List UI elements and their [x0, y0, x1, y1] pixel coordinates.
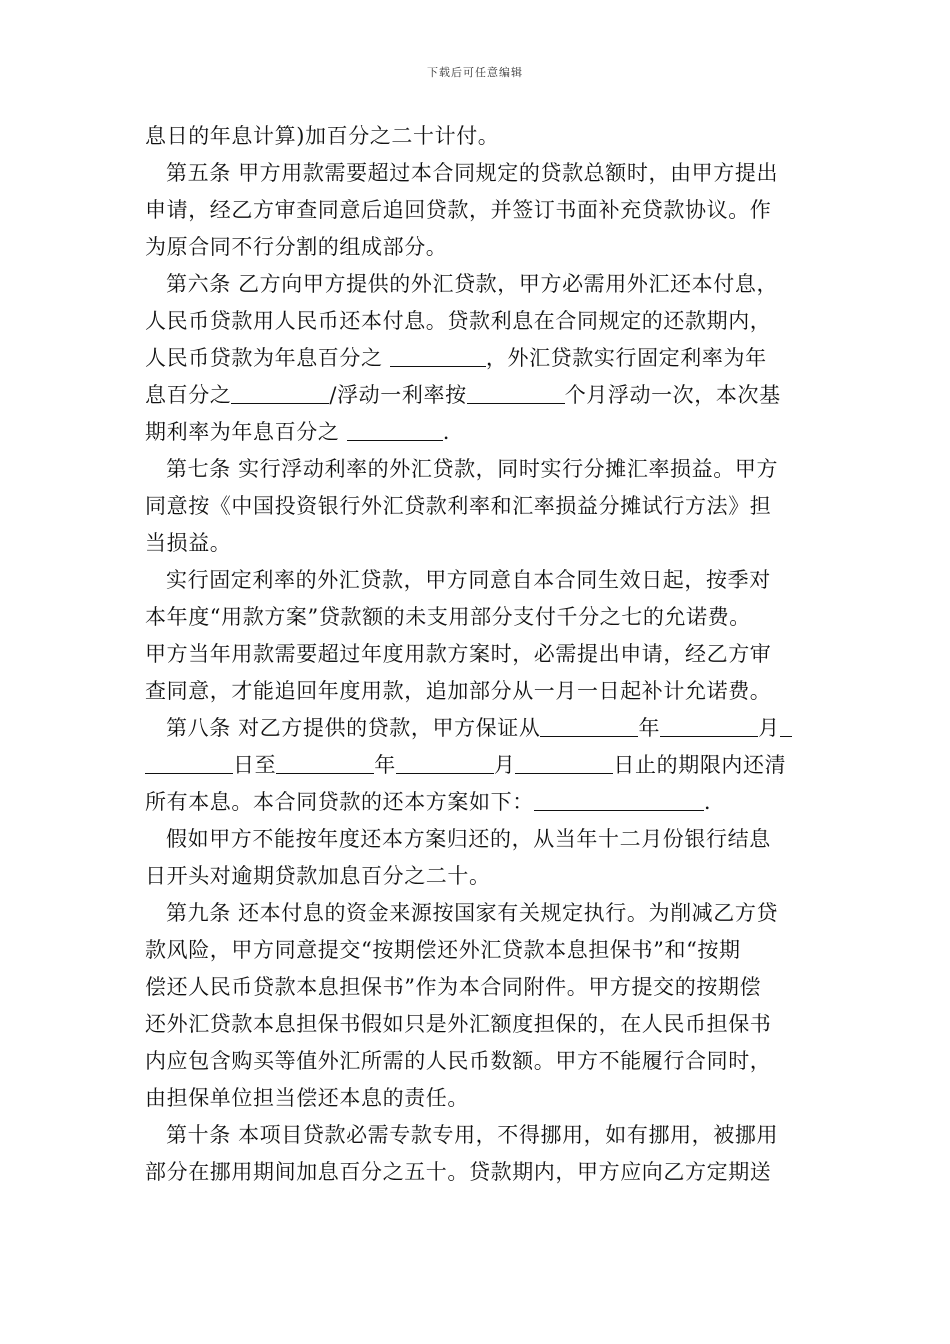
article-9-line: 第九条 还本付息的资金来源按国家有关规定执行。为削减乙方贷 — [166, 901, 779, 925]
text-line: 查同意，才能追回年度用款，追加部分从一月一日起补计允诺费。 — [145, 679, 772, 703]
text-fragment: 息百分之 — [145, 383, 232, 407]
text-line — [145, 747, 810, 784]
fill-blank — [660, 714, 758, 737]
text-fragment: 期利率为年息百分之 — [145, 420, 347, 444]
text-fragment: 月 — [493, 753, 516, 777]
text-fragment: 月 — [758, 716, 780, 740]
fill-blank — [276, 751, 374, 774]
text-line: 人民币贷款用人民币还本付息。贷款利息在合同规定的还款期内， — [145, 309, 772, 333]
paragraph-line: 假如甲方不能按年度还本方案归还的，从当年十二月份银行结息 — [166, 827, 771, 851]
article-7-line: 第七条 实行浮动利率的外汇贷款，同时实行分摊汇率损益。甲方 — [166, 457, 779, 481]
fill-blank — [534, 788, 704, 811]
fill-blank — [390, 344, 486, 367]
text-fragment: 年 — [638, 716, 661, 740]
text-fragment: . — [703, 790, 712, 814]
paragraph-line: 实行固定利率的外汇贷款，甲方同意自本合同生效日起，按季对 — [166, 568, 771, 592]
article-5-line: 第五条 甲方用款需要超过本合同规定的贷款总额时，由甲方提出 — [166, 161, 779, 185]
text-fragment: . — [442, 420, 450, 444]
text-line: 本年度“用款方案”贷款额的未支用部分支付千分之七的允诺费。 — [145, 605, 751, 629]
text-line: 偿还人民币贷款本息担保书”作为本合同附件。甲方提交的按期偿 — [145, 975, 762, 999]
text-fragment: 年 — [374, 753, 396, 777]
fill-blank — [540, 714, 638, 737]
text-line: 申请，经乙方审查同意后追回贷款，并签订书面补充贷款协议。作 — [145, 198, 772, 222]
text-fragment: 所有本息。本合同贷款的还本方案如下： — [145, 790, 534, 814]
text-fragment: 日止的期限内还清 — [613, 753, 787, 777]
text-fragment: 第八条 对乙方提供的贷款，甲方保证从 — [166, 716, 541, 740]
text-line: 还外汇贷款本息担保书假如只是外汇额度担保的，在人民币担保书 — [145, 1012, 772, 1036]
text-line: 由担保单位担当偿还本息的责任。 — [145, 1086, 469, 1110]
article-8-line — [145, 710, 810, 747]
text-line — [145, 784, 810, 821]
article-6-line: 第六条 乙方向甲方提供的外汇贷款，甲方必需用外汇还本付息， — [166, 272, 779, 296]
text-fragment: 日至 — [233, 753, 277, 777]
text-line: 部分在挪用期间加息百分之五十。贷款期内，甲方应向乙方定期送 — [145, 1160, 772, 1184]
text-line: 息日的年息计算)加百分之二十计付。 — [145, 124, 500, 148]
fill-blank — [145, 751, 233, 774]
text-line — [145, 414, 810, 451]
article-10-line: 第十条 本项目贷款必需专款专用，不得挪用，如有挪用，被挪用 — [166, 1123, 779, 1147]
text-line: 内应包含购买等值外汇所需的人民币数额。甲方不能履行合同时， — [145, 1049, 772, 1073]
text-line: 同意按《中国投资银行外汇贷款利率和汇率损益分摊试行方法》担 — [145, 494, 772, 518]
fill-blank — [396, 751, 494, 774]
fill-blank — [347, 418, 443, 441]
fill-blank — [231, 381, 329, 404]
text-fragment: /浮动一利率按 — [329, 383, 467, 407]
text-fragment: ，外汇贷款实行固定利率为年 — [485, 346, 767, 370]
text-line: 日开头对逾期贷款加息百分之二十。 — [145, 864, 491, 888]
fill-blank — [467, 381, 565, 404]
text-line: 为原合同不行分割的组成部分。 — [145, 235, 448, 259]
fill-blank — [780, 714, 792, 737]
text-line: 款风险，甲方同意提交“按期偿还外汇贷款本息担保书”和“按期 — [145, 938, 741, 962]
text-line — [145, 377, 810, 414]
text-line: 甲方当年用款需要超过年度用款方案时，必需提出申请，经乙方审 — [145, 642, 772, 666]
page-header: 下载后可任意编辑 — [427, 66, 523, 79]
fill-blank — [515, 751, 613, 774]
text-fragment: 个月浮动一次，本次基 — [564, 383, 781, 407]
contract-body — [145, 118, 810, 1191]
text-line — [145, 340, 810, 377]
text-line: 当损益。 — [145, 531, 232, 555]
text-fragment: 人民币贷款为年息百分之 — [145, 346, 390, 370]
